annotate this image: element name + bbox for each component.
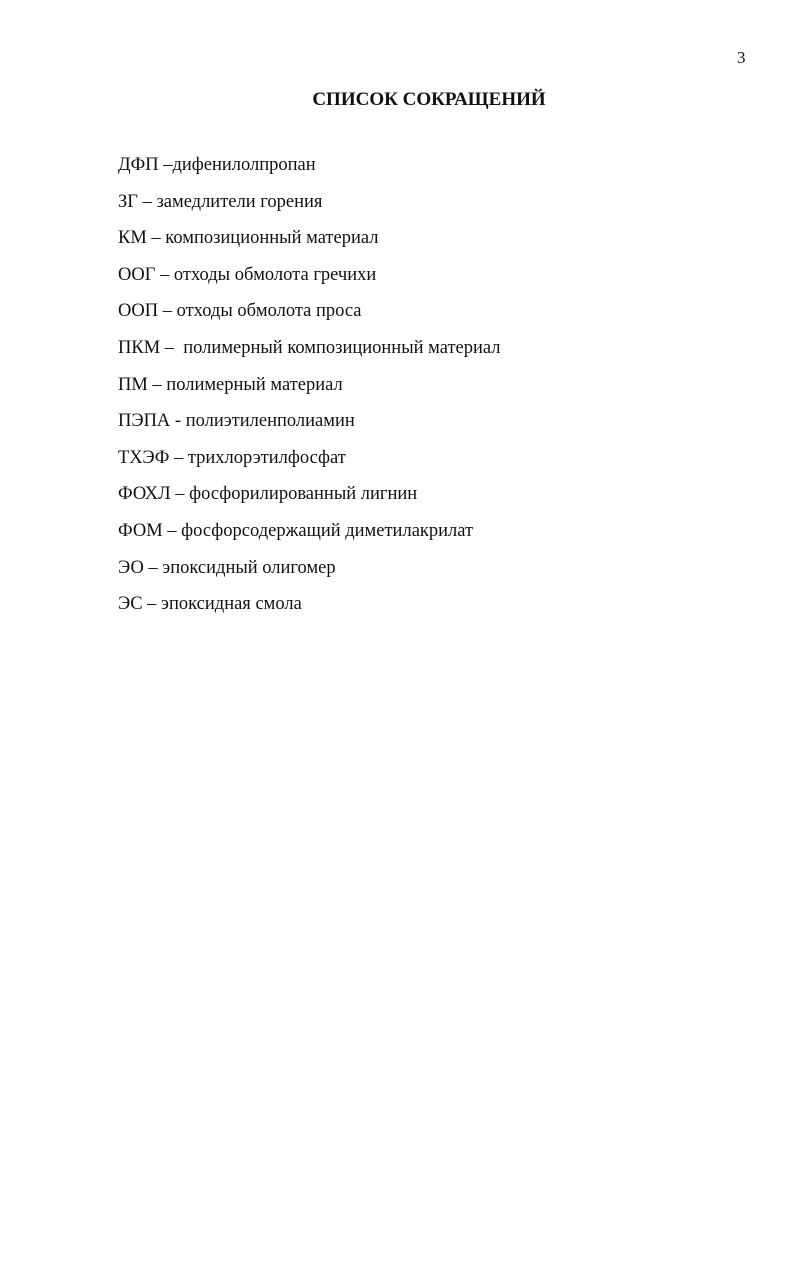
abbreviation-item-oop: ООП – отходы обмолота проса <box>118 301 362 322</box>
abbreviation-item-es: ЭС – эпоксидная смола <box>118 594 302 615</box>
abbreviation-item-fokhl: ФОХЛ – фосфорилированный лигнин <box>118 484 418 505</box>
abbreviation-item-fom: ФОМ – фосфорсодержащий диметилакрилат <box>118 520 474 541</box>
page-title: СПИСОК СОКРАЩЕНИЙ <box>312 89 546 110</box>
abbreviation-item-pm: ПМ – полимерный материал <box>118 374 343 395</box>
abbreviation-item-tkhef: ТХЭФ – трихлорэтилфосфат <box>118 447 346 468</box>
abbreviation-item-km: КМ – композиционный материал <box>118 228 379 249</box>
abbreviation-item-eo: ЭО – эпоксидный олигомер <box>118 557 336 578</box>
abbreviation-list <box>118 153 501 629</box>
abbreviation-item-zg: ЗГ – замедлители горения <box>118 191 323 212</box>
page-number: 3 <box>737 48 746 67</box>
abbreviation-item-oog: ООГ – отходы обмолота гречихи <box>118 264 377 285</box>
abbreviation-item-pkm: ПКМ – полимерный композиционный материал <box>118 337 501 358</box>
abbreviation-item-pepa: ПЭПА - полиэтиленполиамин <box>118 411 355 432</box>
abbreviation-item-dfp: ДФП –дифенилолпропан <box>118 155 316 175</box>
